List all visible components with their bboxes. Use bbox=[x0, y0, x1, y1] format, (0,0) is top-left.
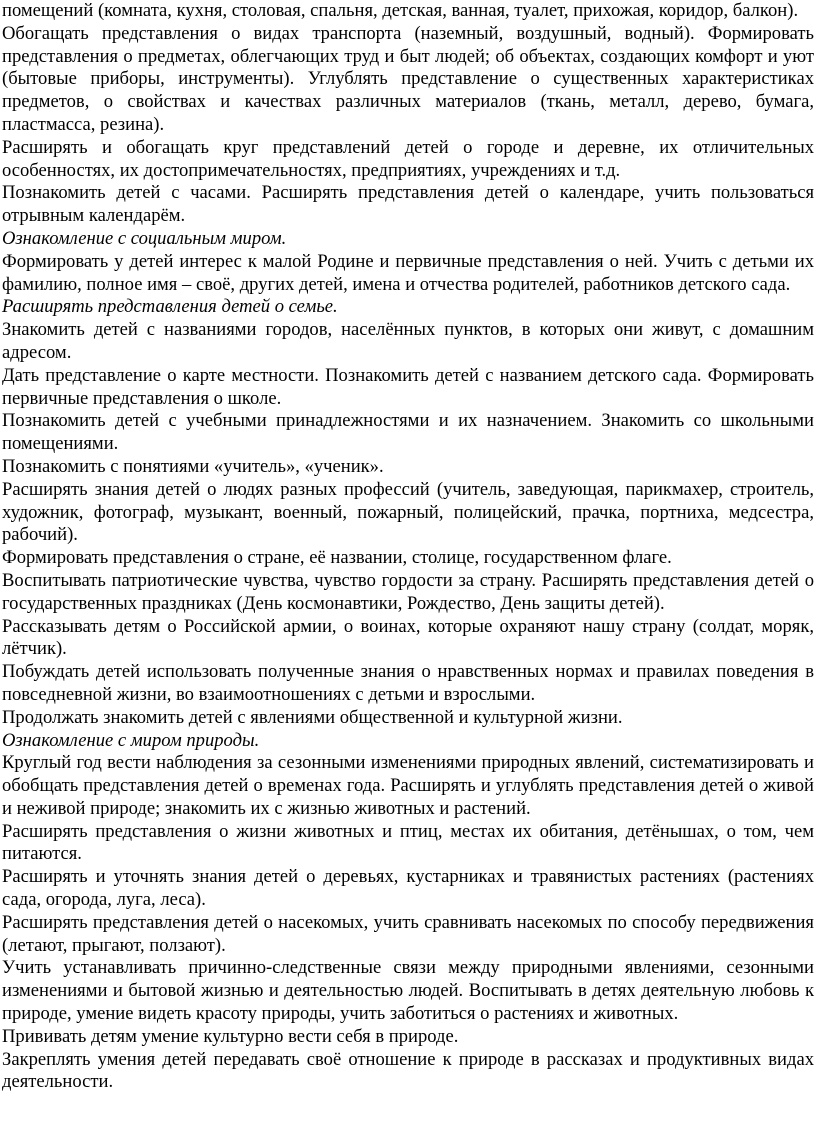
paragraph-homeland: Формировать у детей интерес к малой Родине и первичные представления о ней. Учить с детьми их фамилию, полное имя – своё, других детей, имена и отчества родителей, работников детского сада. bbox=[2, 250, 814, 295]
paragraph-school-supplies: Познакомить детей с учебными принадлежностями и их назначением. Знакомить со школьными помещениями. bbox=[2, 410, 814, 455]
paragraph-cause-effect: Учить устанавливать причинно-следственные связи между природными явлениями, сезонными изменениями и бытовой жизнью и деятельностью людей. Воспитывать в детях деятельную любовь к природе, умение видеть красоту природы, учить заботиться о растениях и животных. bbox=[2, 957, 814, 1025]
paragraph-seasons: Круглый год вести наблюдения за сезонными изменениями природных явлений, систематизировать и обобщать представления детей о временах года. Расширять и углублять представления детей о живой и неживой природе; знакомить их с жизнью животных и растений. bbox=[2, 752, 814, 819]
paragraph-animals-birds: Расширять представления о жизни животных и птиц, местах их обитания, детёнышах, о том, чем питаются. bbox=[2, 820, 814, 865]
paragraph-army: Рассказывать детям о Российской армии, о воинах, которые охраняют нашу страну (солдат, моряк, лётчик). bbox=[2, 615, 814, 660]
paragraph-social-life: Продолжать знакомить детей с явлениями общественной и культурной жизни. bbox=[2, 706, 623, 728]
paragraph-map-school: Дать представление о карте местности. Познакомить детей с названием детского сада. Формировать первичные представления о школе. bbox=[2, 364, 814, 409]
paragraph-moral-norms: Побуждать детей использовать полученные знания о нравственных нормах и правилах поведения в повседневной жизни, во взаимоотношениях с детьми и взрослыми. bbox=[2, 661, 814, 705]
section-heading-nature-world: Ознакомление с миром природы. bbox=[2, 729, 260, 751]
paragraph-transport: Обогащать представления о видах транспорта (наземный, воздушный, водный). Формировать представления о предметах, облегчающих труд и быт людей; об объектах, создающих комфорт и уют (бытовые приборы, инструменты). Углублять представление о существенных характеристиках предметов, о свойствах и качествах различных материалов (ткань, металл, дерево, бумага, пластмасса, резина). bbox=[2, 22, 814, 135]
paragraph-teacher-student: Познакомить с понятиями «учитель», «ученик». bbox=[2, 455, 384, 477]
paragraph-city-village: Расширять и обогащать круг представлений детей о городе и деревне, их отличительных особенностях, их достопримечательностях, предприятиях, учреждениях и т.д. bbox=[2, 136, 814, 181]
paragraph-professions: Расширять знания детей о людях разных профессий (учитель, заведующая, парикмахер, строитель, художник, фотограф, музыкант, военный, пожарный, полицейский, прачка, портниха, медсестра, рабочий). bbox=[2, 478, 814, 546]
paragraph-rooms: помещений (комната, кухня, столовая, спальня, детская, ванная, туалет, прихожая, коридор, балкон). bbox=[2, 0, 799, 21]
paragraph-insects: Расширять представления детей о насекомых, учить сравнивать насекомых по способу передвижения (летают, прыгают, ползают). bbox=[2, 911, 814, 956]
section-heading-family: Расширять представления детей о семье. bbox=[2, 296, 338, 318]
paragraph-patriotism: Воспитывать патриотические чувства, чувство гордости за страну. Расширять представления детей о государственных праздниках (День космонавтики, Рождество, День защиты детей). bbox=[2, 569, 814, 614]
paragraph-attitude-nature: Закреплять умения детей передавать своё отношение к природе в рассказах и продуктивных видах деятельности. bbox=[2, 1048, 814, 1093]
paragraph-cities-address: Знакомить детей с названиями городов, населённых пунктов, в которых они живут, с домашним адресом. bbox=[2, 319, 814, 363]
paragraph-nature-behavior: Прививать детям умение культурно вести себя в природе. bbox=[2, 1025, 459, 1047]
paragraph-clock-calendar: Познакомить детей с часами. Расширять представления детей о календаре, учить пользоваться отрывным календарём. bbox=[2, 182, 814, 227]
paragraph-plants: Расширять и уточнять знания детей о деревьях, кустарниках и травянистых растениях (растениях сада, огорода, луга, леса). bbox=[2, 866, 814, 911]
paragraph-country-flag: Формировать представления о стране, её названии, столице, государственном флаге. bbox=[2, 547, 672, 569]
section-heading-social-world: Ознакомление с социальным миром. bbox=[2, 227, 287, 249]
